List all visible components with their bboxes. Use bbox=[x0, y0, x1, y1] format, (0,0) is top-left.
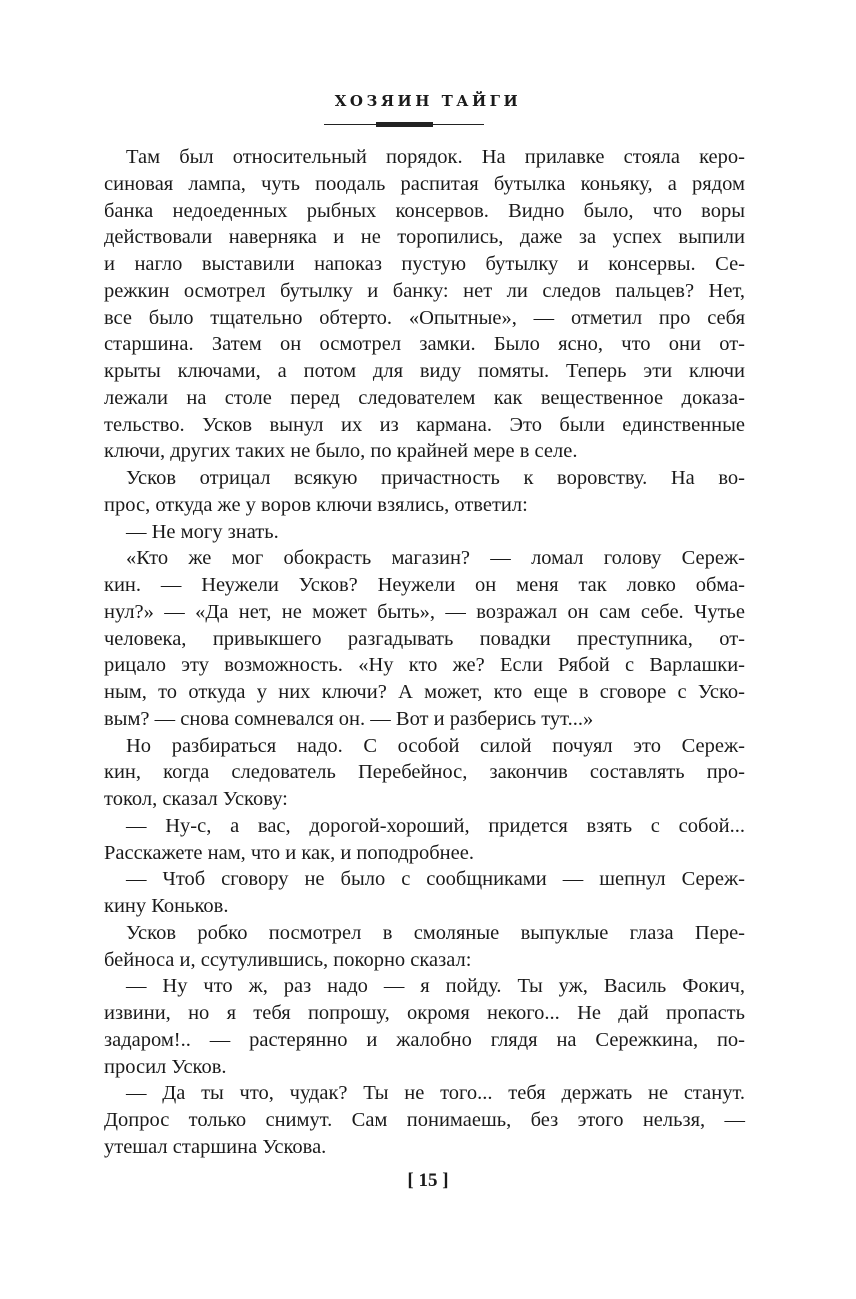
text-line: крыты ключами, а потом для виду помяты. Теперь эти ключи bbox=[104, 360, 745, 382]
page-number: [ 15 ] bbox=[407, 1170, 449, 1191]
text-line: — Ну-с, а вас, дорогой-хороший, придется взять с собой... bbox=[126, 814, 745, 837]
text-line: нул?» — «Да нет, не может быть», — возражал он сам себе. Чутье bbox=[104, 600, 745, 623]
text-line: режкин осмотрел бутылку и банку: нет ли следов пальцев? Нет, bbox=[104, 279, 745, 302]
header-rule-ornament bbox=[376, 122, 433, 127]
text-line: кин, когда следователь Перебейнос, закончив составлять про- bbox=[104, 761, 745, 784]
text-line: — Ну что ж, раз надо — я пойду. Ты уж, Василь Фокич, bbox=[126, 975, 745, 998]
text-line: прос, откуда же у воров ключи взялись, ответил: bbox=[104, 493, 528, 516]
text-line: Усков робко посмотрел в смоляные выпуклые глаза Пере- bbox=[126, 921, 745, 944]
text-line: «Кто же мог обокрасть магазин? — ломал голову Сереж- bbox=[126, 547, 745, 570]
text-line: все было тщательно обтерто. «Опытные», — отметил про себя bbox=[104, 306, 745, 329]
text-line: вым? — снова сомневался он. — Вот и разберись тут...» bbox=[104, 707, 594, 730]
text-line: кину Коньков. bbox=[104, 895, 229, 917]
text-line: Расскажете нам, что и как, и поподробнее. bbox=[104, 841, 474, 864]
text-line: Но разбираться надо. С особой силой почуял это Сереж- bbox=[126, 734, 745, 757]
text-line: токол, сказал Ускову: bbox=[104, 788, 288, 810]
text-line: — Да ты что, чудак? Ты не того... тебя держать не станут. bbox=[126, 1082, 745, 1105]
text-line: и нагло выставили напоказ пустую бутылку и консервы. Се- bbox=[104, 253, 745, 275]
text-line: кин. — Неужели Усков? Неужели он меня так ловко обма- bbox=[104, 574, 745, 596]
text-line: извини, но я тебя попрошу, окромя некого... Не дай пропасть bbox=[104, 1002, 745, 1024]
text-line: тельство. Усков вынул их из кармана. Это были единственные bbox=[104, 413, 745, 436]
text-line: бейноса и, ссутулившись, покорно сказал: bbox=[104, 948, 472, 971]
text-line: действовали наверняка и не торопились, даже за успех выпили bbox=[104, 226, 745, 249]
text-line: — Не могу знать. bbox=[126, 520, 279, 543]
text-line: старшина. Затем он осмотрел замки. Было ясно, что они от- bbox=[104, 333, 745, 356]
text-line: просил Усков. bbox=[104, 1055, 227, 1078]
text-line: задаром!.. — растерянно и жалобно глядя на Сережкина, по- bbox=[104, 1028, 745, 1051]
text-line: Допрос только снимут. Сам понимаешь, без этого нельзя, — bbox=[104, 1109, 745, 1131]
text-line: — Чтоб сговору не было с сообщниками — шепнул Сереж- bbox=[126, 868, 745, 891]
text-line: синовая лампа, чуть поодаль распитая бутылка коньяку, а рядом bbox=[104, 172, 745, 195]
text-line: лежали на столе перед следователем как вещественное доказа- bbox=[104, 386, 745, 409]
text-line: Там был относительный порядок. На прилавке стояла керо- bbox=[126, 146, 745, 168]
text-line: Усков отрицал всякую причастность к воровству. На во- bbox=[126, 467, 745, 489]
text-line: ным, то откуда у них ключи? А может, кто еще в сговоре с Уско- bbox=[104, 681, 745, 703]
text-line: утешал старшина Ускова. bbox=[104, 1135, 327, 1158]
text-line: банка недоеденных рыбных консервов. Видно было, что воры bbox=[104, 199, 745, 222]
text-line: ключи, других таких не было, по крайней мере в селе. bbox=[104, 440, 578, 463]
running-header: ХОЗЯИН ТАЙГИ bbox=[334, 92, 522, 110]
body-text bbox=[104, 144, 745, 1161]
text-line: человека, привыкшего разгадывать повадки преступника, от- bbox=[104, 627, 745, 650]
text-line: рицало эту возможность. «Ну кто же? Если Рябой с Варлашки- bbox=[104, 654, 745, 677]
